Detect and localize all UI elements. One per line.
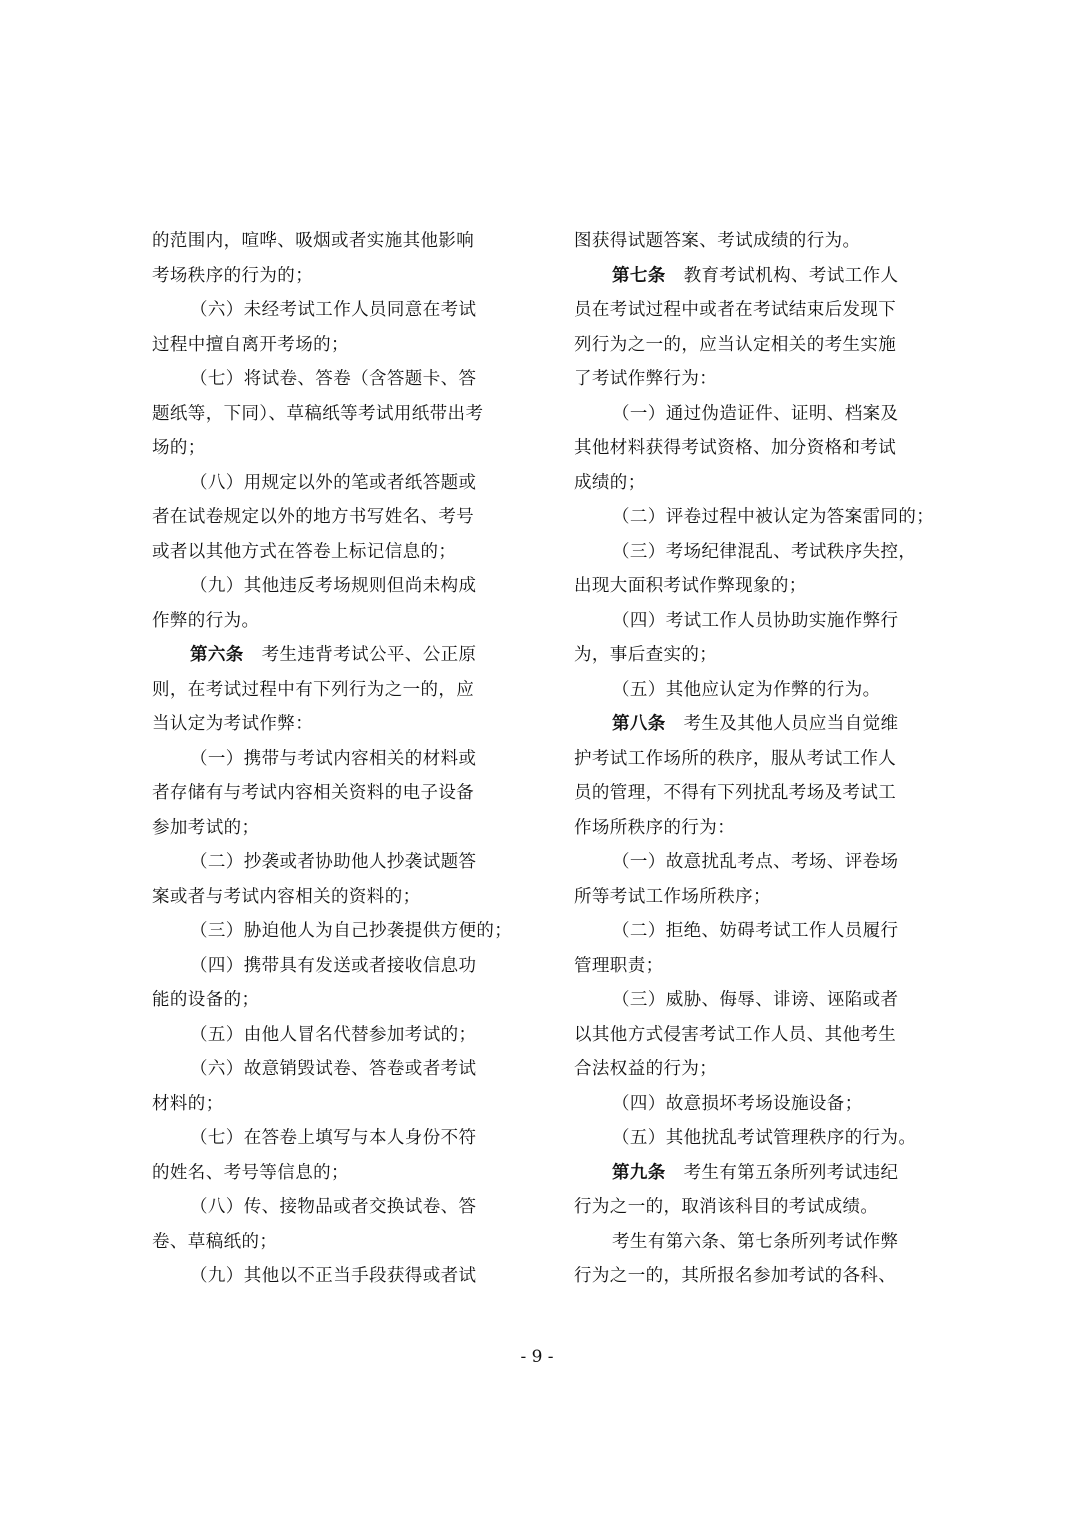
text-line — [152, 1052, 502, 1087]
line-text: 合法权益的行为； — [574, 1059, 718, 1079]
text-line — [574, 293, 924, 328]
text-line — [152, 1087, 502, 1122]
article-heading: 第六条 — [190, 645, 244, 665]
text-line — [152, 845, 502, 880]
text-line — [152, 1259, 502, 1294]
text-line — [152, 328, 502, 363]
text-line — [152, 362, 502, 397]
text-line — [152, 811, 502, 846]
line-text: （七）在答卷上填写与本人身份不符 — [190, 1128, 477, 1148]
line-text: （二）评卷过程中被认定为答案雷同的； — [612, 507, 935, 527]
line-text: 或者以其他方式在答卷上标记信息的； — [152, 541, 457, 562]
line-text: 则，在考试过程中有下列行为之一的，应 — [152, 679, 475, 700]
line-text: （一）携带与考试内容相关的材料或 — [190, 748, 477, 769]
text-line — [152, 1190, 502, 1225]
text-line — [574, 1156, 924, 1191]
text-line — [574, 1225, 924, 1260]
line-text: 考场秩序的行为的； — [152, 265, 314, 286]
line-text: 教育考试机构、考试工作人 — [665, 265, 899, 286]
text-line — [152, 431, 502, 466]
line-text: （二）拒绝、妨碍考试工作人员履行 — [612, 921, 899, 941]
article-heading: 第八条 — [612, 714, 666, 734]
text-line — [152, 949, 502, 984]
line-text: （一）通过伪造证件、证明、档案及 — [612, 403, 899, 424]
line-text: 题纸等，下同）、草稿纸等考试用纸带出考 — [152, 403, 484, 424]
article-heading: 第九条 — [612, 1162, 666, 1183]
line-text: （四）故意损坏考场设施设备； — [612, 1093, 863, 1114]
line-text: 材料的； — [152, 1093, 224, 1114]
text-line — [574, 1018, 924, 1053]
line-text: 了考试作弊行为： — [574, 369, 718, 389]
line-text: 的范围内，喧哗、吸烟或者实施其他影响 — [152, 231, 475, 251]
line-text: 管理职责； — [574, 955, 664, 976]
line-text: （二）抄袭或者协助他人抄袭试题答 — [190, 852, 477, 872]
text-line — [574, 1052, 924, 1087]
line-text: （四）考试工作人员协助实施作弊行 — [612, 610, 899, 631]
text-line — [574, 914, 924, 949]
line-text: 行为之一的，其所报名参加考试的各科、 — [574, 1266, 897, 1286]
line-text: 以其他方式侵害考试工作人员、其他考生 — [574, 1024, 897, 1045]
left-text-column — [152, 224, 513, 1294]
text-line — [152, 707, 502, 742]
line-text: 者在试卷规定以外的地方书写姓名、考号 — [152, 507, 475, 527]
text-line — [574, 1190, 924, 1225]
text-line — [574, 224, 924, 259]
text-line — [152, 880, 502, 915]
line-text: 所等考试工作场所秩序； — [574, 886, 771, 907]
line-text: 出现大面积考试作弊现象的； — [574, 576, 807, 596]
line-text: （九）其他以不正当手段获得或者试 — [190, 1266, 477, 1286]
line-text: （四）携带具有发送或者接收信息功 — [190, 955, 477, 976]
line-text: 场的； — [152, 438, 206, 458]
line-text: 的姓名、考号等信息的； — [152, 1162, 349, 1183]
line-text: （八）传、接物品或者交换试卷、答 — [190, 1197, 477, 1217]
line-text: 作场所秩序的行为： — [574, 817, 736, 838]
text-line — [574, 397, 924, 432]
line-text: 参加考试的； — [152, 817, 260, 838]
text-line — [574, 983, 924, 1018]
text-line — [152, 742, 502, 777]
text-line — [152, 1018, 502, 1053]
text-line — [152, 1121, 502, 1156]
text-line — [574, 328, 924, 363]
text-line — [152, 397, 502, 432]
text-line — [574, 880, 924, 915]
line-text: 作弊的行为。 — [152, 610, 260, 631]
text-line — [574, 362, 924, 397]
text-line — [152, 1225, 502, 1260]
line-text: 成绩的； — [574, 472, 646, 493]
text-line — [574, 431, 924, 466]
text-line — [152, 776, 502, 811]
line-text: 考生有第五条所列考试违纪 — [665, 1162, 899, 1183]
text-line — [152, 1156, 502, 1191]
text-line — [574, 707, 924, 742]
line-text: （五）其他扰乱考试管理秩序的行为。 — [612, 1128, 917, 1148]
page-number: - 9 - — [520, 1347, 554, 1367]
text-line — [152, 638, 502, 673]
text-line — [574, 1121, 924, 1156]
text-line — [152, 914, 513, 949]
line-text: （三）考场纪律混乱、考试秩序失控， — [612, 541, 917, 562]
line-text: 过程中擅自离开考场的； — [152, 334, 349, 355]
text-line — [152, 604, 502, 639]
text-line — [574, 742, 924, 777]
line-text: 考生违背考试公平、公正原 — [243, 645, 477, 665]
article-heading: 第七条 — [612, 265, 666, 286]
text-line — [152, 500, 502, 535]
line-text: 其他材料获得考试资格、加分资格和考试 — [574, 438, 897, 458]
text-line — [574, 776, 924, 811]
line-text: 者存储有与考试内容相关资料的电子设备 — [152, 783, 475, 803]
text-line — [574, 845, 924, 880]
line-text: （八）用规定以外的笔或者纸答题或 — [190, 472, 477, 493]
line-text: 员的管理，不得有下列扰乱考场及考试工 — [574, 783, 897, 803]
text-line — [574, 1087, 924, 1122]
right-text-column — [574, 224, 935, 1294]
text-line — [574, 466, 924, 501]
text-line — [574, 638, 924, 673]
text-line — [152, 535, 502, 570]
line-text: 当认定为考试作弊： — [152, 714, 314, 734]
line-text: （五）其他应认定为作弊的行为。 — [612, 679, 881, 700]
line-text: 员在考试过程中或者在考试结束后发现下 — [574, 300, 897, 320]
line-text: 图获得试题答案、考试成绩的行为。 — [574, 231, 861, 251]
line-text: （六）未经考试工作人员同意在考试 — [190, 300, 477, 320]
text-line — [152, 569, 502, 604]
text-line — [152, 293, 502, 328]
text-line — [152, 466, 502, 501]
line-text: （三）胁迫他人为自己抄袭提供方便的； — [190, 921, 513, 941]
line-text: （六）故意销毁试卷、答卷或者考试 — [190, 1059, 477, 1079]
text-line — [574, 569, 924, 604]
line-text: 案或者与考试内容相关的资料的； — [152, 886, 421, 907]
line-text: （一）故意扰乱考点、考场、评卷场 — [612, 852, 899, 872]
text-line — [152, 224, 502, 259]
line-text: 卷、草稿纸的； — [152, 1231, 278, 1252]
line-text: 能的设备的； — [152, 990, 260, 1010]
line-text: 护考试工作场所的秩序，服从考试工作人 — [574, 748, 897, 769]
text-line — [574, 673, 924, 708]
text-line — [152, 983, 502, 1018]
line-text: 为，事后查实的； — [574, 645, 718, 665]
line-text: （九）其他违反考场规则但尚未构成 — [190, 576, 477, 596]
text-line — [574, 949, 924, 984]
line-text: 考生有第六条、第七条所列考试作弊 — [612, 1231, 899, 1252]
text-line — [574, 259, 924, 294]
line-text: 考生及其他人员应当自觉维 — [665, 714, 899, 734]
line-text: （三）威胁、侮辱、诽谤、诬陷或者 — [612, 990, 899, 1010]
text-line — [574, 811, 924, 846]
text-line — [152, 259, 502, 294]
text-line — [574, 500, 935, 535]
line-text: （七）将试卷、答卷（含答题卡、答 — [190, 369, 477, 389]
text-line — [574, 604, 924, 639]
line-text: （五）由他人冒名代替参加考试的； — [190, 1024, 477, 1045]
text-line — [152, 673, 502, 708]
text-line — [574, 1259, 924, 1294]
line-text: 列行为之一的，应当认定相关的考生实施 — [574, 334, 897, 355]
line-text: 行为之一的，取消该科目的考试成绩。 — [574, 1197, 879, 1217]
text-line — [574, 535, 924, 570]
